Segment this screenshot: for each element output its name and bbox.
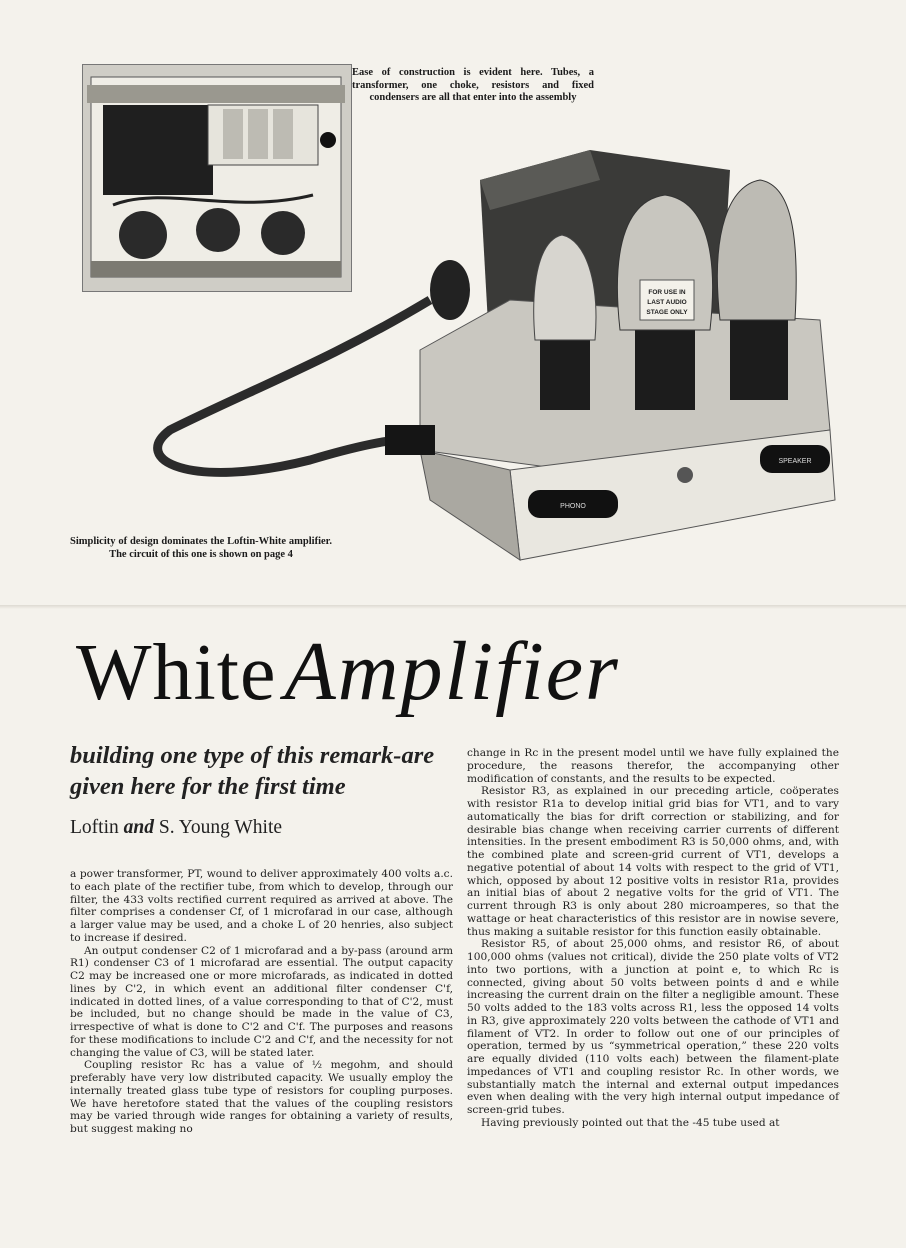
paragraph: change in Rc in the present model until we have fully explained the procedure, the reasons therefor, the accompanying other modification of constants, and the results to be expected. xyxy=(467,747,839,785)
author-white: S. Young White xyxy=(158,817,283,838)
paragraph: Coupling resistor Rc has a value of ½ megohm, and should preferably have very low distributed capacity. We usually employ the internally treated glass tube type of resistors for coupling purposes. We have heretofore stated that the values of the coupling resistors may be varied through wide ranges for obtaining a variety of results, but suggest making no xyxy=(70,1059,453,1135)
paragraph: An output condenser C2 of 1 microfarad and a by-pass (around arm R1) condenser C3 of 1 microfarad are essential. The output capacity C2 may be increased one or more microfarads, as indicated in dotted lines by C'2, in which event an additional filter condenser C'f, indicated in dotted lines, of a value corresponding to that of C'2, must be included, but no change should be made in the value of C3, irrespective of what is done to C'2 and C'f. The purposes and reasons for these modifications to include C'2 and C'f, and the necessity for not changing the value of C3, will be stated later. xyxy=(70,944,453,1059)
tube-label-line1: FOR USE IN xyxy=(648,289,686,296)
page-fold xyxy=(0,605,906,609)
paragraph: Having previously pointed out that the -45 tube used at xyxy=(481,1116,780,1129)
paragraph: Resistor R5, of about 25,000 ohms, and resistor R6, of about 100,000 ohms (values not critical), divide the 250 plate volts of VT2 into two portions, with a junction at point e, to which Rc is connected, giving about 50 volts between points d and e while increasing the current drain on the filter a negligible amount. These 50 volts added to the 183 volts across R1, less the opposed 14 volts in R3, give approximately 220 volts between the cathode of VT1 and filament of VT2. In order to follow out one of our principles of operation, termed by us “symmetrical operation,” these 220 volts are equally divided (110 volts each) between the filament-plate impedances of VT1 and coupling resistor Rc. In other words, we substantially match the internal and external output impedances even when dealing with the very high internal output impedance of screen-grid tubes. xyxy=(467,938,839,1116)
author-loftin: Loftin xyxy=(70,817,119,838)
article-subtitle: building one type of this remark-are given here for the first time xyxy=(70,742,435,800)
speaker-jack-label: SPEAKER xyxy=(778,458,812,465)
article-title xyxy=(76,625,696,718)
byline xyxy=(70,817,282,839)
phono-jack-label: PHONO xyxy=(560,503,586,510)
right-column xyxy=(467,747,839,1130)
paragraph: a power transformer, PT, wound to deliver approximately 400 volts a.c. to each plate of the rectifier tube, from which to develop, through our filter, the 433 volts rectified current required as arrived at above. The filter comprises a condenser Cf, of 1 microfarad in our case, although a larger value may be used, and a choke L of 20 henries, also subject to increase if desired. xyxy=(70,868,453,944)
tube-label-line2: LAST AUDIO xyxy=(647,299,687,306)
loftin-white-amplifier-photo xyxy=(130,140,850,580)
left-column xyxy=(70,868,453,1136)
title-word-white: White xyxy=(76,629,277,717)
bottom-photo-caption: Simplicity of design dominates the Loftin-White amplifier. The circuit of this one is shown on page 4 xyxy=(70,536,332,560)
title-word-amplifier: Amplifier xyxy=(284,625,620,718)
tube-label-line3: STAGE ONLY xyxy=(646,309,688,316)
top-photo-caption: Ease of construction is evident here. Tubes, a transformer, one choke, resistors and fixed condensers are all that enter into the assembly xyxy=(352,67,594,103)
paragraph: Resistor R3, as explained in our preceding article, coöperates with resistor R1a to develop initial grid bias for VT1, and to vary automatically the bias for drift correction or stabilizing, and for desirable bias change when receiving carrier currents of different intensities. In the present embodiment R3 is 50,000 ohms, and, with the combined plate and screen-grid current of VT1, develops a negative potential of about 14 volts with respect to the grid of VT1, which, opposed by about 12 positive volts in resistor R1a, provides an initial bias of about 2 negative volts for the grid of VT1. The current through R3 is only about 280 microamperes, so that the wattage or heat characteristics of this resistor are in nowise severe, thus making a suitable resistor for this function easily obtainable. xyxy=(467,785,839,938)
byline-and: and xyxy=(123,817,154,838)
